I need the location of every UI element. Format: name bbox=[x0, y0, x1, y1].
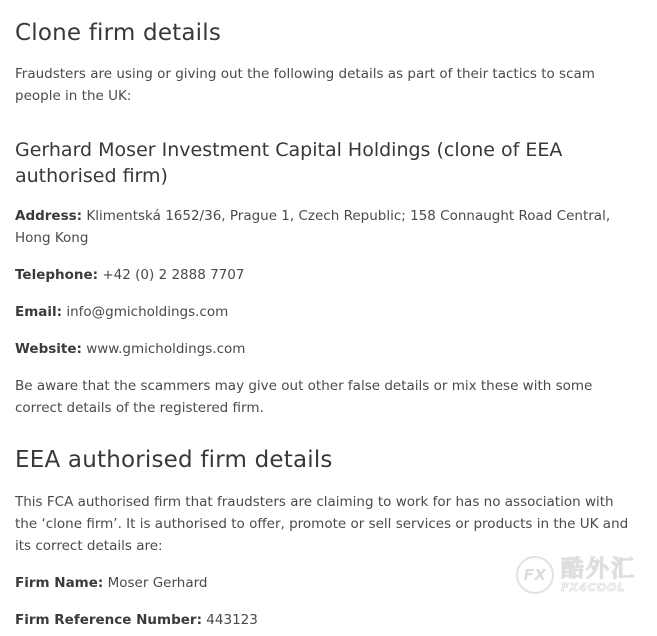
authorised-firm-description: This FCA authorised firm that fraudsters are claiming to work for has no association with the ‘clone firm’. It is authorised to offer, promote or sell services or products in the UK and its correct details are: bbox=[15, 494, 629, 554]
email-value: info@gmicholdings.com bbox=[66, 304, 229, 320]
website-label: Website: bbox=[15, 341, 82, 357]
email-label: Email: bbox=[15, 304, 63, 320]
address-label: Address: bbox=[15, 208, 83, 224]
watermark-brand-cn: 酷外汇 bbox=[561, 556, 636, 582]
authorised-firm-heading: EEA authorised firm details bbox=[15, 447, 333, 473]
firm-reference-number-value: 443123 bbox=[206, 612, 258, 628]
detail-firm-reference-number bbox=[15, 609, 638, 631]
watermark-text bbox=[561, 556, 636, 593]
address-value: Klimentská 1652/36, Prague 1, Czech Republic; 158 Connaught Road Central, Hong Kong bbox=[15, 208, 611, 246]
detail-address bbox=[15, 205, 638, 249]
detail-telephone bbox=[15, 264, 638, 286]
watermark bbox=[516, 556, 636, 594]
website-value: www.gmicholdings.com bbox=[86, 341, 246, 357]
detail-email bbox=[15, 301, 638, 323]
detail-website bbox=[15, 338, 638, 360]
intro-paragraph: Fraudsters are using or giving out the following details as part of their tactics to scam people in the UK: bbox=[15, 66, 595, 104]
watermark-brand-en: FX4COOL bbox=[561, 581, 626, 594]
page-title: Clone firm details bbox=[15, 20, 222, 46]
firm-name-label: Firm Name: bbox=[15, 575, 104, 591]
clone-firm-heading: Gerhard Moser Investment Capital Holdings (clone of EEA authorised firm) bbox=[15, 139, 563, 187]
firm-name-value: Moser Gerhard bbox=[107, 575, 208, 591]
telephone-label: Telephone: bbox=[15, 267, 99, 283]
fx-logo-text: FX bbox=[523, 566, 547, 584]
warning-paragraph: Be aware that the scammers may give out other false details or mix these with some correct details of the registered firm. bbox=[15, 378, 593, 416]
fx-logo-icon bbox=[516, 556, 554, 594]
firm-reference-number-label: Firm Reference Number: bbox=[15, 612, 202, 628]
telephone-value: +42 (0) 2 2888 7707 bbox=[102, 267, 245, 283]
